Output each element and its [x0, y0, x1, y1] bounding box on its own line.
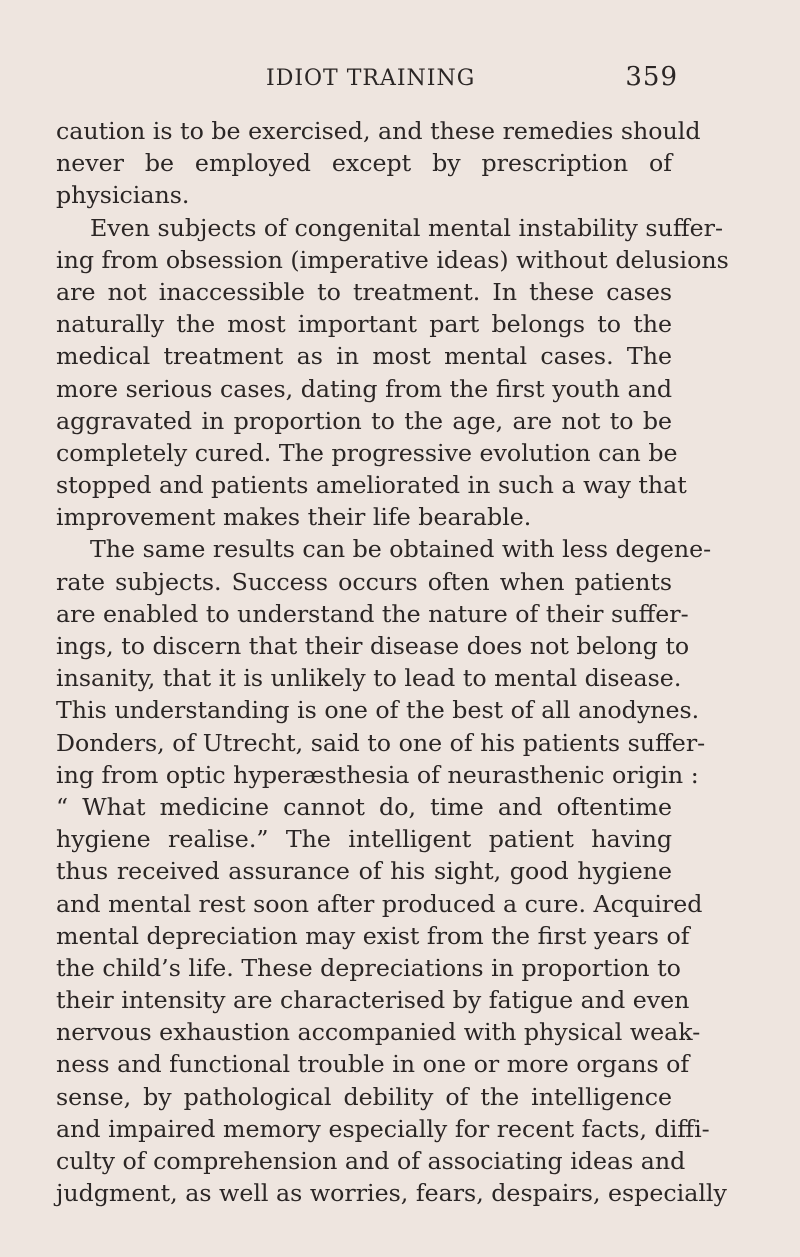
text-line: sense, by pathological debility of the intelligence: [56, 1082, 672, 1111]
page-number: 359: [625, 62, 678, 92]
text-line: ness and functional trouble in one or more organs of: [56, 1050, 690, 1079]
text-line: completely cured. The progressive evolution can be: [56, 438, 678, 467]
text-line: are enabled to understand the nature of their suffer-: [56, 599, 689, 628]
text-line: and impaired memory especially for recent facts, diffi-: [56, 1114, 710, 1143]
text-line: medical treatment as in most mental cases. The: [56, 342, 672, 371]
text-line: stopped and patients ameliorated in such a way that: [56, 471, 687, 500]
text-line: judgment, as well as worries, fears, despairs, especially: [56, 1179, 727, 1208]
text-line: This understanding is one of the best of all anodynes.: [56, 696, 700, 725]
text-line: are not inaccessible to treatment. In these cases: [56, 277, 672, 306]
text-line: naturally the most important part belongs to the: [56, 310, 672, 339]
text-line: thus received assurance of his sight, good hygiene: [56, 857, 672, 886]
text-line: never be employed except by prescription of: [56, 149, 672, 178]
text-line: insanity, that it is unlikely to lead to mental disease.: [56, 664, 682, 693]
text-line: improvement makes their life bearable.: [56, 503, 532, 532]
text-line: caution is to be exercised, and these remedies should: [56, 117, 701, 145]
text-line: Donders, of Utrecht, said to one of his patients suffer-: [56, 728, 706, 757]
text-line: “ What medicine cannot do, time and oftentime: [56, 792, 672, 821]
text-line: their intensity are characterised by fatigue and even: [56, 986, 690, 1015]
text-line: more serious cases, dating from the first youth and: [56, 374, 672, 403]
body-text: [56, 115, 729, 1209]
text-line: aggravated in proportion to the age, are not to be: [56, 406, 672, 435]
text-line: the child’s life. These depreciations in proportion to: [56, 953, 681, 982]
text-line: culty of comprehension and of associating ideas and: [56, 1147, 686, 1175]
text-line: ing from obsession (imperative ideas) without delusions: [56, 245, 729, 274]
text-line: physicians.: [56, 181, 190, 210]
text-line: and mental rest soon after produced a cure. Acquired: [56, 889, 703, 918]
text-line: rate subjects. Success occurs often when patients: [56, 567, 672, 596]
text-line: hygiene realise.” The intelligent patient having: [56, 825, 672, 854]
text-line: nervous exhaustion accompanied with physical weak-: [56, 1018, 701, 1047]
running-header: [56, 62, 676, 98]
text-line: ings, to discern that their disease does not belong to: [56, 632, 690, 660]
running-title: IDIOT TRAINING: [266, 66, 476, 91]
text-line: ing from optic hyperæsthesia of neurasthenic origin :: [56, 760, 699, 789]
text-line: The same results can be obtained with less degene-: [90, 535, 712, 564]
text-line: mental depreciation may exist from the first years of: [56, 921, 690, 950]
text-line: Even subjects of congenital mental instability suffer-: [90, 213, 724, 242]
